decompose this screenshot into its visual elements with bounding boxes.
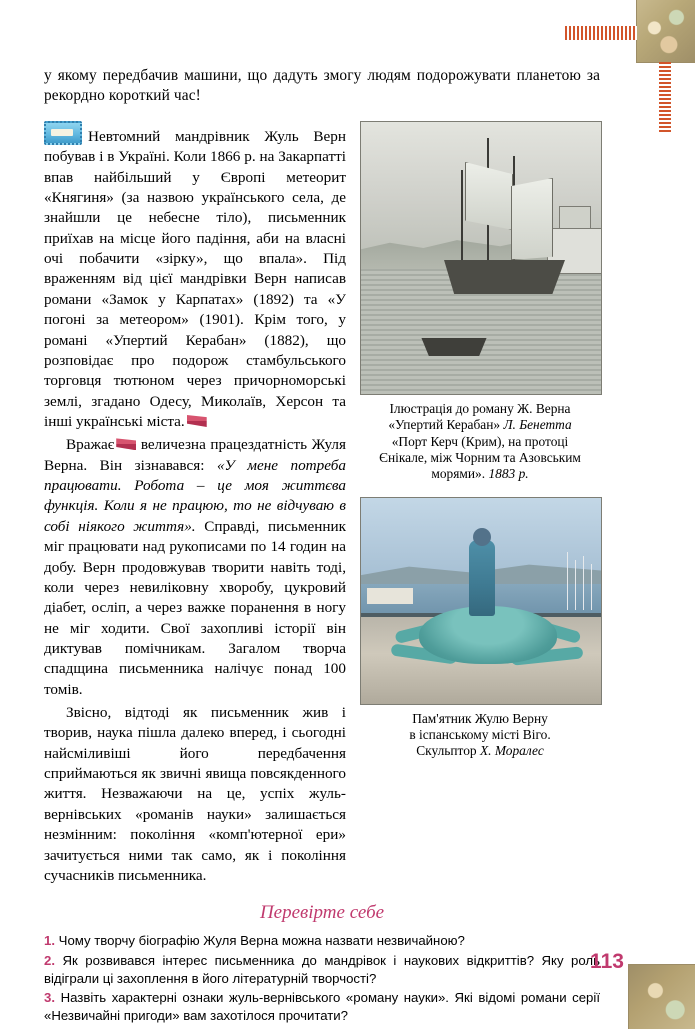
photo-boat-mast bbox=[567, 552, 568, 610]
figure-engraving-caption bbox=[360, 401, 600, 483]
photo-tent bbox=[367, 588, 413, 604]
corner-ornament-bottom bbox=[628, 964, 695, 1029]
figure-column bbox=[360, 121, 600, 886]
figure-engraving bbox=[360, 121, 600, 483]
paragraph-3-text: Звісно, відтоді як письменник жив і творив, наука пішла далеко вперед, і сьогодні найсміливіші його передбачення сприймаються як звичні явища повсякденного життя. Незважаючи на це, успіх жуль-вернівських «романів науки» залишається незмінним: покоління «комп'ютерної ери» зачитується ними так само, як і покоління сучасників письменника. bbox=[44, 704, 346, 884]
self-check-questions bbox=[44, 932, 600, 1024]
caption-line: «Упертий Керабан» bbox=[388, 417, 504, 433]
caption-sculptor: Х. Моралес bbox=[479, 743, 544, 759]
paragraph-work-ethic bbox=[44, 435, 346, 700]
question-item bbox=[44, 952, 600, 987]
caption-artist: Л. Бенетта bbox=[503, 417, 572, 433]
caption-line: морями». bbox=[431, 466, 489, 482]
self-check-title: Перевірте себе bbox=[259, 902, 385, 924]
photo-monument-vigo-image bbox=[360, 497, 602, 705]
question-number: 3. bbox=[44, 990, 55, 1006]
paragraph-legacy-start bbox=[44, 703, 346, 886]
caption-line: в іспанському місті Віго. bbox=[409, 727, 551, 743]
caption-line: Пам'ятник Жулю Верну bbox=[412, 710, 548, 726]
figure-monument-caption bbox=[360, 711, 600, 760]
decorative-stripe-vertical bbox=[659, 62, 671, 132]
caption-line: Скульптор bbox=[416, 743, 480, 759]
engraving-sail-right bbox=[511, 178, 553, 260]
flag-icon-second bbox=[116, 438, 136, 450]
verne-quote: «У мене потреба працювати. Робота – це моя життєва функція. Коли я не працюю, то не відчуваю в собі ніякого життя». bbox=[44, 456, 347, 535]
paragraph-2-tail: Справді, письменник міг працювати над рукописами по 14 годин на добу. Верн продовжував творити навіть тоді, коли через невиліковну хворобу, цукровий діабет, осліп, а через важке поранення в ногу не міг ходити. Свої захопливі історії він диктував помічникам. Загалом творча спадщина письменника налічує понад 100 томів. bbox=[44, 517, 346, 698]
verne-statue-head bbox=[473, 528, 491, 546]
intro-paragraph: у якому передбачив машини, що дадуть змогу людям подорожувати планетою за рекордно короткий час! bbox=[44, 67, 600, 105]
question-number: 1. bbox=[44, 933, 55, 949]
paragraph-ukraine-travels bbox=[44, 121, 346, 432]
question-text: Назвіть характерні ознаки жуль-вернівського «роману науки». Які відомі романи серії «Незвичайні пригоди» вам захотілося прочитати? bbox=[44, 990, 600, 1024]
page-content bbox=[44, 66, 600, 1027]
caption-year: 1883 р. bbox=[488, 466, 529, 482]
paragraph-2-rest: величезна працездатність Жуля Верна. Він зізнавався: bbox=[44, 436, 346, 474]
question-text: Чому творчу біографію Жуля Верна можна назвати незвичайною? bbox=[58, 933, 465, 949]
question-number: 2. bbox=[44, 952, 55, 968]
paragraph-2-lead: Вражає bbox=[66, 436, 115, 454]
question-item bbox=[44, 989, 600, 1024]
two-column-layout bbox=[44, 121, 600, 886]
verne-statue-body bbox=[469, 540, 495, 616]
question-text: Як розвивався інтерес письменника до мандрівок і наукових відкриттів? Яку роль відіграли ці захоплення в його літературній творчості? bbox=[44, 952, 600, 986]
engraving-port-kerch-image bbox=[360, 121, 602, 395]
caption-line: «Порт Керч (Крим), на протоці bbox=[391, 433, 569, 449]
paragraph-1-text: Невтомний мандрівник Жуль Верн побував і в Україні. Коли 1866 р. на Закарпатті впав найбільший у Європі метеорит «Княгиня» (за назвою українського села, де знайшли це небесне тіло), письменник приїхав на місце його падіння, аби на власні очі побачити «зірку», що впала». Під враженням від цієї мандрівки Верн написав романи «Замок у Карпатах» (1892) та «У погоні за метеором» (1901). Крім того, у романі «Упертий Керабан» (1882), що розповідає про подорож стамбульського торговця тютюном через причорноморські землі, згадано Одесу, Миколаїв, Херсон та інші українські міста. bbox=[44, 127, 346, 430]
corner-ornament-top bbox=[636, 0, 695, 63]
decorative-stripe-horizontal bbox=[565, 26, 637, 40]
question-item bbox=[44, 932, 600, 950]
engraving-mast-left bbox=[461, 170, 463, 266]
text-column bbox=[44, 121, 346, 886]
flag-icon bbox=[187, 415, 207, 427]
page-number: 113 bbox=[590, 950, 624, 973]
photo-boat-mast bbox=[583, 556, 584, 610]
figure-monument bbox=[360, 497, 600, 760]
photo-boat-mast bbox=[575, 560, 576, 610]
photo-boat-mast bbox=[591, 564, 592, 610]
caption-line: Єнікале, між Чорним та Азовським bbox=[379, 450, 581, 465]
caption-line: Ілюстрація до роману Ж. Верна bbox=[389, 400, 571, 416]
engraving-ship-hull bbox=[439, 260, 565, 294]
stamp-icon bbox=[44, 121, 82, 145]
engraving-rowboat bbox=[417, 338, 491, 356]
